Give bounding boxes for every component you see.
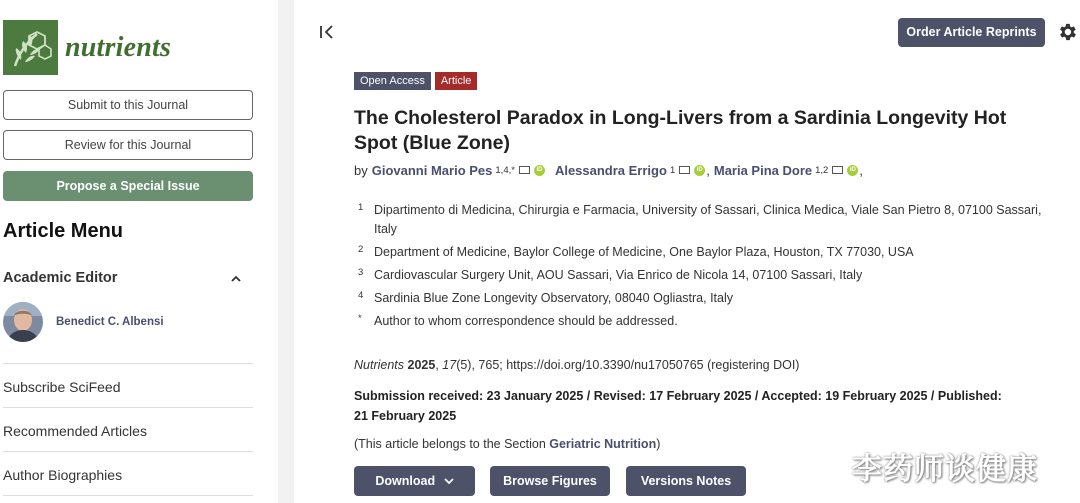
affiliation-number: 4 <box>358 290 364 301</box>
affiliation-item <box>358 201 1048 239</box>
journal-name: nutrients <box>65 31 172 63</box>
email-icon[interactable] <box>519 166 530 174</box>
citation: Nutrients 2025, 17(5), 765; https://doi.org/10.3390/nu17050765 (registering DOI) <box>354 358 800 372</box>
recommended-articles-link[interactable]: Recommended Articles <box>3 423 147 439</box>
divider <box>3 363 253 364</box>
author-link[interactable]: Giovanni Mario Pes <box>371 163 493 178</box>
academic-editor-label: Academic Editor <box>3 270 118 286</box>
affiliation-number: 2 <box>358 244 364 255</box>
gear-icon[interactable] <box>1056 21 1078 43</box>
collapse-sidebar-icon[interactable] <box>318 23 338 41</box>
divider <box>3 495 253 496</box>
author-affiliation-sup: 1,2 <box>815 165 829 176</box>
affiliation-item <box>358 243 1048 262</box>
citation-journal: Nutrients <box>354 358 405 372</box>
section-prefix: (This article belongs to the Section <box>354 437 550 451</box>
article-badges <box>354 72 477 90</box>
chevron-up-icon <box>231 271 241 285</box>
download-button[interactable] <box>354 466 475 496</box>
article-section <box>354 437 660 451</box>
sidebar-gutter <box>278 0 294 503</box>
affiliation-text: Department of Medicine, Baylor College of Medicine, One Baylor Plaza, Houston, TX 77030, USA <box>374 245 914 259</box>
orcid-icon[interactable]: iD <box>694 165 705 176</box>
author-affiliation-sup: 1 <box>669 165 676 176</box>
divider <box>3 451 253 452</box>
affiliation-number: * <box>358 313 362 324</box>
author-separator: , <box>859 163 863 178</box>
author-biographies-link[interactable]: Author Biographies <box>3 467 123 483</box>
article-menu-title: Article Menu <box>3 220 124 242</box>
affiliation-text: Dipartimento di Medicina, Chirurgia e Farmacia, University of Sassari, Clinica Medica, Viale San Pietro 8, 07100 Sassari, Italy <box>374 203 1042 236</box>
affiliation-item <box>358 266 1048 285</box>
academic-editor[interactable] <box>3 302 164 342</box>
journal-logo-icon <box>3 20 58 75</box>
author-separator: , <box>706 163 710 178</box>
affiliation-number: 3 <box>358 267 364 278</box>
chevron-down-icon <box>444 466 454 496</box>
author-affiliation-sup: 1,4,* <box>495 165 515 176</box>
divider <box>3 407 253 408</box>
citation-rest[interactable]: (5), 765; https://doi.org/10.3390/nu17050765 (registering DOI) <box>456 358 800 372</box>
section-link[interactable]: Geriatric Nutrition <box>549 437 657 451</box>
propose-special-issue-button[interactable]: Propose a Special Issue <box>3 171 253 201</box>
review-for-journal-button[interactable]: Review for this Journal <box>3 130 253 160</box>
publication-dates: Submission received: 23 January 2025 / Revised: 17 February 2025 / Accepted: 19 February 2025 / Published: 21 February 2025 <box>354 389 1002 423</box>
author-link[interactable]: Alessandra Errigo <box>554 163 667 178</box>
subscribe-scifeed-link[interactable]: Subscribe SciFeed <box>3 379 121 395</box>
watermark: 李药师谈健康 <box>852 453 1038 486</box>
order-reprints-button[interactable]: Order Article Reprints <box>898 18 1045 47</box>
citation-volume: 17 <box>442 358 457 372</box>
versions-notes-button[interactable]: Versions Notes <box>626 466 746 496</box>
submit-to-journal-button[interactable]: Submit to this Journal <box>3 90 253 120</box>
orcid-icon[interactable]: iD <box>534 165 545 176</box>
sidebar <box>0 0 278 503</box>
journal-logo[interactable] <box>3 20 171 75</box>
section-suffix: ) <box>656 437 661 451</box>
affiliation-number: 1 <box>358 202 364 213</box>
article-type-badge: Article <box>435 72 478 90</box>
author-list <box>354 163 863 178</box>
affiliation-text: Cardiovascular Surgery Unit, AOU Sassari, Via Enrico de Nicola 14, 07100 Sassari, Italy <box>374 268 863 282</box>
email-icon[interactable] <box>679 166 690 174</box>
orcid-icon[interactable]: iD <box>847 165 858 176</box>
affiliation-item <box>358 312 1048 331</box>
download-label: Download <box>375 474 436 488</box>
article-title: The Cholesterol Paradox in Long-Livers from a Sardinia Longevity Hot Spot (Blue Zone) <box>354 107 1007 154</box>
editor-name-link[interactable]: Benedict C. Albensi <box>56 316 164 328</box>
editor-avatar <box>3 302 43 342</box>
affiliation-item <box>358 289 1048 308</box>
open-access-badge[interactable]: Open Access <box>354 72 431 90</box>
by-label: by <box>354 163 368 178</box>
email-icon[interactable] <box>832 166 843 174</box>
browse-figures-button[interactable]: Browse Figures <box>490 466 610 496</box>
affiliation-text: Sardinia Blue Zone Longevity Observatory, 08040 Ogliastra, Italy <box>374 291 733 305</box>
affiliation-list <box>358 201 1048 335</box>
academic-editor-toggle[interactable] <box>3 270 253 286</box>
affiliation-text: Author to whom correspondence should be addressed. <box>374 314 678 328</box>
citation-year: 2025 <box>407 358 436 372</box>
author-link[interactable]: Maria Pina Dore <box>713 163 813 178</box>
